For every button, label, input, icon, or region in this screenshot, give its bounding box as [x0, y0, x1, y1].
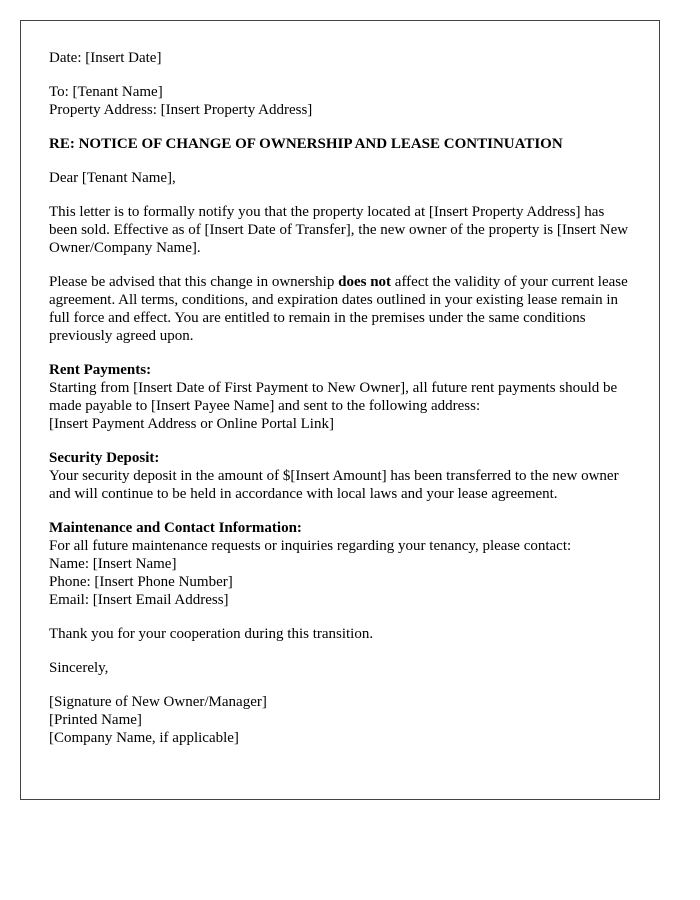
- recipient-block: [49, 83, 631, 119]
- company-name-line: [Company Name, if applicable]: [49, 730, 239, 746]
- to-line: To: [Tenant Name]: [49, 84, 163, 100]
- paragraph-notification: This letter is to formally notify you that the property located at [Insert Property Address] has been sold. Effective as of [Insert Date of Transfer], the new owner of the property is [Insert New Owner/Company Name].: [49, 204, 629, 256]
- contact-phone: Phone: [Insert Phone Number]: [49, 574, 233, 590]
- rent-payments-address: [Insert Payment Address or Online Portal Link]: [49, 416, 334, 432]
- signature-line: [Signature of New Owner/Manager]: [49, 694, 267, 710]
- security-deposit-title: Security Deposit:: [49, 450, 160, 466]
- salutation: Dear [Tenant Name],: [49, 170, 176, 186]
- rent-payments-title: Rent Payments:: [49, 362, 152, 378]
- section-rent-payments: [49, 361, 631, 433]
- thank-you-line: Thank you for your cooperation during this transition.: [49, 626, 374, 642]
- re-heading: RE: NOTICE OF CHANGE OF OWNERSHIP AND LEASE CONTINUATION: [49, 136, 563, 152]
- section-maintenance-contact: [49, 519, 631, 609]
- letter-document: [20, 20, 660, 800]
- security-deposit-body: Your security deposit in the amount of $[Insert Amount] has been transferred to the new owner and will continue to be held in accordance with local laws and your lease agreement.: [49, 468, 619, 502]
- lease-validity-emphasis: does not: [338, 274, 392, 290]
- signature-block: [49, 693, 631, 747]
- section-security-deposit: [49, 449, 631, 503]
- contact-email: Email: [Insert Email Address]: [49, 592, 229, 608]
- lease-validity-text-before: Please be advised that this change in ownership: [49, 274, 339, 290]
- maintenance-title: Maintenance and Contact Information:: [49, 520, 302, 536]
- property-address-line: Property Address: [Insert Property Address]: [49, 102, 313, 118]
- date-line: Date: [Insert Date]: [49, 50, 162, 66]
- printed-name-line: [Printed Name]: [49, 712, 142, 728]
- rent-payments-body: Starting from [Insert Date of First Payment to New Owner], all future rent payments should be made payable to [Insert Payee Name] and sent to the following address:: [49, 380, 618, 414]
- contact-name: Name: [Insert Name]: [49, 556, 177, 572]
- paragraph-lease-validity: [49, 273, 631, 345]
- maintenance-body: For all future maintenance requests or inquiries regarding your tenancy, please contact:: [49, 538, 572, 554]
- lease-validity-text-after: affect the validity of your current lease agreement. All terms, conditions, and expiration dates outlined in your existing lease remain in full force and effect. You are entitled to remain in the premises under the same conditions previously agreed upon.: [49, 274, 628, 344]
- closing-line: Sincerely,: [49, 660, 109, 676]
